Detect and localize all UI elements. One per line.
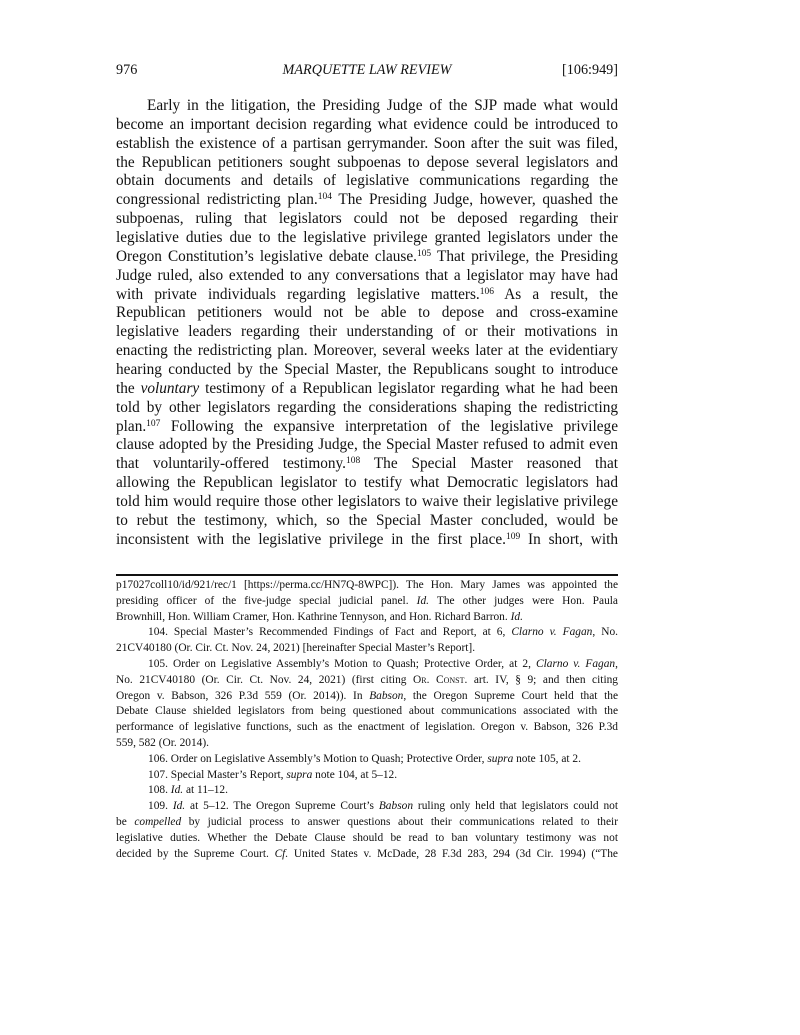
text-run: No. 21CV40180 (Or. Cir. Ct. Nov. 24, 2021) (first citing bbox=[116, 673, 414, 686]
body-line bbox=[116, 474, 618, 493]
text-run: decided by the Supreme Court. bbox=[116, 847, 275, 860]
text-run: clause adopted by the Presiding Judge, the Special Master refused to admit even bbox=[116, 436, 618, 454]
text-run: 107. Special Master’s Report, bbox=[148, 768, 287, 781]
text-run: presiding officer of the five-judge special judicial panel. bbox=[116, 594, 417, 607]
text-run: performance of legislative functions, such as the enactment of legislation. Oregon v. Babson, 326 P.3d bbox=[116, 721, 618, 734]
text-run: legislative duties. Whether the Debate Clause should be read to ban voluntary testimony was not bbox=[116, 831, 618, 844]
body-line bbox=[116, 191, 618, 210]
text-run: note 105, at 2. bbox=[513, 752, 581, 765]
running-header bbox=[116, 62, 618, 82]
text-run: p17027coll10/id/921/rec/1 [https://perma.cc/HN7Q-8WPC]). The Hon. Mary James was appointed the bbox=[116, 579, 618, 591]
text-run: told him would require those other legislators to waive their legislative privilege bbox=[116, 493, 618, 511]
body-line bbox=[116, 172, 618, 191]
text-run: by judicial process to answer questions about their communications related to their bbox=[181, 815, 618, 828]
body-line bbox=[116, 380, 618, 399]
text-run: that voluntarily-offered testimony. bbox=[116, 455, 346, 473]
footnote-line bbox=[116, 847, 618, 863]
text-run: Early in the litigation, the Presiding Judge of the SJP made what would bbox=[147, 97, 618, 114]
text-run: , the Oregon Supreme Court held that the bbox=[403, 689, 618, 702]
italic-text: Babson bbox=[378, 800, 414, 813]
body-line bbox=[116, 229, 618, 248]
footnote-line bbox=[116, 799, 618, 815]
body-line bbox=[116, 97, 618, 116]
footnote-line bbox=[116, 689, 618, 705]
footnote-line bbox=[116, 594, 618, 610]
text-run: 106. Order on Legislative Assembly’s Motion to Quash; Protective Order, bbox=[148, 752, 488, 765]
footnote-line bbox=[116, 625, 618, 641]
footnote-line bbox=[116, 783, 618, 799]
text-run: 21CV40180 (Or. Cir. Ct. Nov. 24, 2021) [hereinafter Special Master’s Report]. bbox=[116, 642, 476, 655]
text-run: allowing the Republican legislator to testify what Democratic legislators had bbox=[116, 474, 618, 492]
text-run: subpoenas, ruling that legislators could not be deposed regarding their bbox=[116, 210, 618, 228]
italic-text: Id. bbox=[170, 784, 184, 797]
body-line bbox=[116, 418, 618, 437]
page-number: 976 bbox=[116, 62, 138, 78]
body-line bbox=[116, 286, 618, 305]
body-line bbox=[116, 116, 618, 135]
text-run: 105. Order on Legislative Assembly’s Motion to Quash; Protective Order, at 2, bbox=[148, 657, 536, 670]
body-line bbox=[116, 323, 618, 342]
body-text bbox=[116, 97, 618, 550]
text-run: be bbox=[116, 815, 135, 828]
text-run: obtain documents and details of legislative communications regarding the bbox=[116, 172, 618, 190]
text-run: 109. bbox=[148, 800, 173, 813]
text-run: legislative leaders regarding their understanding of or their motivations in bbox=[116, 323, 618, 341]
body-line bbox=[116, 455, 618, 474]
text-run: Debate Clause shielded legislators from being questioned about communications associated with the bbox=[116, 705, 618, 718]
text-run: art. IV, § 9; and then citing bbox=[467, 673, 619, 686]
footnote-line bbox=[116, 768, 618, 784]
text-run: Oregon v. Babson, 326 P.3d 559 (Or. 2014)). In bbox=[116, 689, 370, 702]
footnote-reference: 106 bbox=[479, 286, 494, 297]
footnote-reference: 109 bbox=[506, 531, 521, 542]
footnote-reference: 108 bbox=[346, 456, 361, 467]
italic-text: Clarno v. Fagan bbox=[535, 657, 616, 670]
text-run: The Special Master reasoned that bbox=[360, 455, 618, 473]
footnote-line bbox=[116, 673, 618, 689]
text-run: inconsistent with the legislative privilege in the first place. bbox=[116, 530, 506, 548]
italic-text: Cf. bbox=[274, 847, 289, 860]
footnote-line bbox=[116, 610, 618, 626]
journal-title: MARQUETTE LAW REVIEW bbox=[282, 62, 452, 78]
text-run: become an important decision regarding what evidence could be introduced to bbox=[116, 115, 618, 133]
text-run: note 104, at 5–12. bbox=[312, 768, 398, 781]
footnote-line bbox=[116, 641, 618, 657]
text-run: Oregon Constitution’s legislative debate clause. bbox=[116, 247, 417, 265]
text-run: the Republican petitioners sought subpoenas to depose several legislators and bbox=[116, 153, 618, 171]
body-line bbox=[116, 210, 618, 229]
footnote-divider bbox=[116, 574, 618, 576]
footnote-line bbox=[116, 578, 618, 594]
body-line bbox=[116, 304, 618, 323]
italic-text: compelled bbox=[134, 815, 182, 828]
text-run: That privilege, the Presiding bbox=[431, 247, 618, 265]
body-line bbox=[116, 436, 618, 455]
footnote-reference: 107 bbox=[146, 418, 161, 429]
italic-text: voluntary bbox=[140, 379, 200, 397]
footnote-line bbox=[116, 815, 618, 831]
text-run: the bbox=[116, 379, 141, 397]
text-run: In short, with bbox=[520, 530, 618, 548]
text-run: at 5–12. The Oregon Supreme Court’s bbox=[185, 800, 379, 813]
footnote-line bbox=[116, 704, 618, 720]
text-run: congressional redistricting plan. bbox=[116, 191, 318, 209]
text-run: Following the expansive interpretation of the legislative privilege bbox=[160, 417, 618, 435]
italic-text: Id. bbox=[510, 610, 523, 623]
text-run: establish the existence of a partisan gerrymander. Soon after the suit was filed, bbox=[116, 134, 618, 152]
text-run: 559, 582 (Or. 2014). bbox=[116, 736, 210, 749]
body-line bbox=[116, 267, 618, 286]
text-run: plan. bbox=[116, 417, 147, 435]
text-run: Brownhill, Hon. William Cramer, Hon. Kathrine Tennyson, and Hon. Richard Barron. bbox=[116, 610, 511, 623]
text-run: , No. bbox=[592, 626, 618, 639]
body-line bbox=[116, 512, 618, 531]
text-run: The other judges were Hon. Paula bbox=[429, 594, 618, 607]
italic-text: Babson bbox=[369, 689, 404, 702]
text-run: Judge ruled, also extended to any conversations that a legislator may have had bbox=[116, 266, 618, 284]
footnote-reference: 105 bbox=[416, 248, 432, 259]
text-run: told by other legislators regarding the considerations shaping the redistricting bbox=[116, 398, 618, 416]
text-run: ruling only held that legislators could not bbox=[413, 800, 619, 813]
text-run: As a result, the bbox=[493, 285, 618, 303]
footnote-line bbox=[116, 720, 618, 736]
text-run: 108. bbox=[148, 784, 171, 797]
body-line bbox=[116, 531, 618, 550]
text-run: United States v. McDade, 28 F.3d 283, 294 (3d Cir. 1994) (“The bbox=[288, 847, 618, 860]
text-run: Or. Const. bbox=[413, 673, 468, 686]
body-line bbox=[116, 154, 618, 173]
text-run: hearing conducted by the Special Master, the Republicans sought to introduce bbox=[116, 361, 618, 379]
footnote-line bbox=[116, 831, 618, 847]
text-run: The Presiding Judge, however, quashed the bbox=[331, 191, 618, 209]
body-line bbox=[116, 248, 618, 267]
body-line bbox=[116, 135, 618, 154]
body-line bbox=[116, 493, 618, 512]
footnote-line bbox=[116, 657, 618, 673]
italic-text: supra bbox=[286, 768, 313, 781]
footnote-line bbox=[116, 736, 618, 752]
body-line bbox=[116, 399, 618, 418]
italic-text: Id. bbox=[172, 800, 186, 813]
footnote-reference: 104 bbox=[317, 192, 332, 203]
text-run: enacting the redistricting plan. Moreover, several weeks later at the evidentiary bbox=[116, 342, 618, 360]
text-run: at 11–12. bbox=[183, 784, 228, 797]
body-line bbox=[116, 342, 618, 361]
footnote-line bbox=[116, 752, 618, 768]
text-run: Republican petitioners would not be able to depose and cross-examine bbox=[116, 304, 618, 322]
footnotes bbox=[116, 578, 618, 862]
text-run: testimony of a Republican legislator regarding what he had been bbox=[199, 379, 619, 397]
italic-text: Clarno v. Fagan bbox=[511, 626, 593, 639]
italic-text: supra bbox=[487, 752, 514, 765]
text-run: legislative duties due to the legislative privilege granted legislators under the bbox=[116, 229, 618, 247]
text-run: , bbox=[615, 657, 618, 670]
text-run: to rebut the testimony, which, so the Special Master concluded, would be bbox=[116, 511, 618, 529]
text-run: 104. Special Master’s Recommended Findings of Fact and Report, at 6, bbox=[148, 626, 512, 639]
body-line bbox=[116, 361, 618, 380]
volume-reference: [106:949] bbox=[562, 62, 618, 78]
text-run: with private individuals regarding legislative matters. bbox=[116, 285, 480, 303]
italic-text: Id. bbox=[416, 594, 429, 607]
